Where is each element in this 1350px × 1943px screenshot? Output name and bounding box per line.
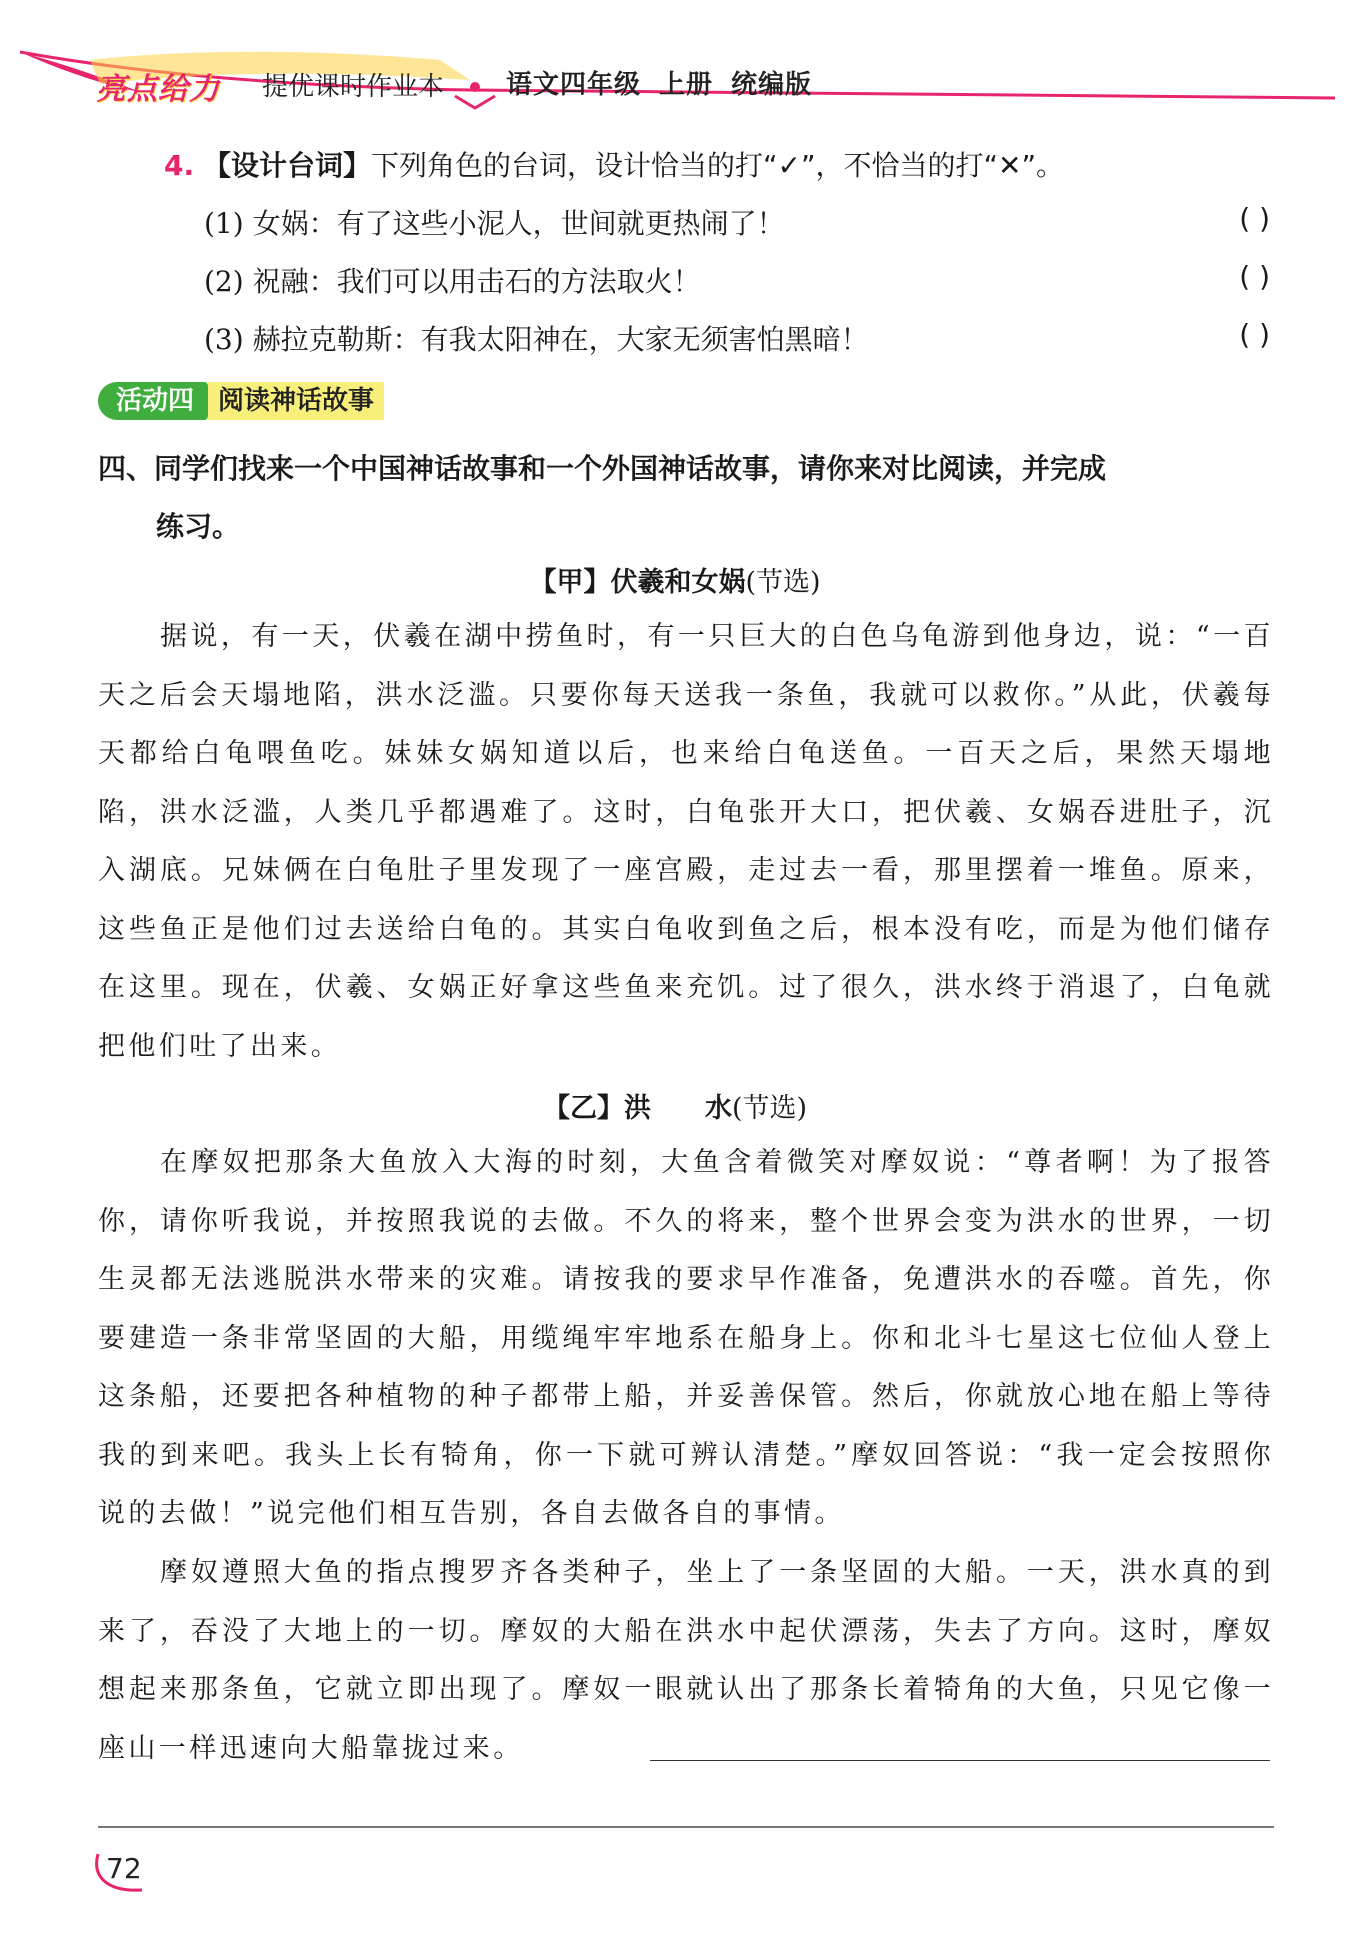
story-a-title: [0, 560, 1350, 599]
question-instruction: 下列角色的台词，设计恰当的打“✓”，不恰当的打“✕”。: [371, 149, 1064, 182]
page-header: [0, 0, 1350, 120]
answer-underline[interactable]: [650, 1760, 1270, 1761]
question-item: [204, 260, 1270, 300]
story-b-paragraph-2: 摩奴遵照大鱼的指点搜罗齐各类种子，坐上了一条坚固的大船。一天，洪水真的到来了，吞没了大地上的一切。摩奴的大船在洪水中起伏漂荡，失去了方向。这时，摩奴想起来那条鱼，它就立即出现了。摩奴一眼就认出了那条长着犄角的大鱼，只见它像一座山一样迅速向大船靠拢过来。: [98, 1557, 1274, 1764]
answer-blank[interactable]: ( ): [1239, 260, 1270, 293]
header-dot: [470, 82, 480, 92]
story-a-paragraph: 据说，有一天，伏羲在湖中捞鱼时，有一只巨大的白色乌龟游到他身边，说：“一百天之后会天塌地陷，洪水泛滥。只要你每天送我一条鱼，我就可以救你。”从此，伏羲每天都给白龟喂鱼吃。妹妹女娲知道以后，也来给白龟送鱼。一百天之后，果然天塌地陷，洪水泛滥，人类几乎都遇难了。这时，白龟张开大口，把伏羲、女娲吞进肚子，沉入湖底。兄妹俩在白龟肚子里发现了一座宫殿，走过去一看，那里摆着一堆鱼。原来，这些鱼正是他们过去送给白龟的。其实白龟收到鱼之后，根本没有吃，而是为他们储存在这里。现在，伏羲、女娲正好拿这些鱼来充饥。过了很久，洪水终于消退了，白龟就把他们吐了出来。: [98, 621, 1274, 1062]
question-item: [204, 318, 1270, 358]
item-text: (3) 赫拉克勒斯：有我太阳神在，大家无须害怕黑暗！: [204, 323, 869, 356]
activity-badge: 活动四: [98, 382, 208, 420]
story-a-note: (节选): [745, 567, 821, 598]
story-b-note: (节选): [731, 1093, 808, 1124]
story-b-heading: 【乙】洪 水: [542, 1093, 732, 1124]
item-text: (2) 祝融：我们可以用击石的方法取火！: [204, 265, 701, 298]
story-b-title: [0, 1086, 1350, 1125]
brand-logo: 亮点给力: [96, 72, 220, 107]
section-title-line2: 练习。: [156, 510, 241, 543]
page-number: 72: [106, 1852, 142, 1885]
question-tag: 【设计台词】: [203, 149, 372, 182]
item-text: (1) 女娲：有了这些小泥人，世间就更热闹了！: [204, 207, 785, 240]
section-title: [98, 440, 1278, 556]
question-item: [204, 202, 1270, 242]
answer-blank[interactable]: ( ): [1239, 202, 1270, 235]
story-b-paragraph-1: 在摩奴把那条大鱼放入大海的时刻，大鱼含着微笑对摩奴说：“尊者啊！为了报答你，请你听我说，并按照我说的去做。不久的将来，整个世界会变为洪水的世界，一切生灵都无法逃脱洪水带来的灾难。请按我的要求早作准备，免遭洪水的吞噬。首先，你要建造一条非常坚固的大船，用缆绳牢牢地系在船身上。你和北斗七星这七位仙人登上这条船，还要把各种植物的种子都带上船，并妥善保管。然后，你就放心地在船上等待我的到来吧。我头上长有犄角，你一下就可辨认清楚。”摩奴回答说：“我一定会按照你说的去做！”说完他们相互告别，各自去做各自的事情。: [98, 1147, 1274, 1529]
section-title-line1: 四、同学们找来一个中国神话故事和一个外国神话故事，请你来对比阅读，并完成: [98, 452, 1107, 485]
book-info: 语文四年级 上册 统编版: [506, 70, 813, 100]
series-title: 提优课时作业本: [262, 72, 445, 102]
answer-blank[interactable]: ( ): [1239, 318, 1270, 351]
activity-heading: [98, 382, 384, 420]
footer-divider: [98, 1826, 1274, 1828]
question-number: 4.: [164, 149, 195, 182]
story-a-heading: 【甲】伏羲和女娲: [529, 567, 746, 598]
question-4-title: [164, 144, 1064, 184]
activity-title: 阅读神话故事: [208, 382, 384, 420]
